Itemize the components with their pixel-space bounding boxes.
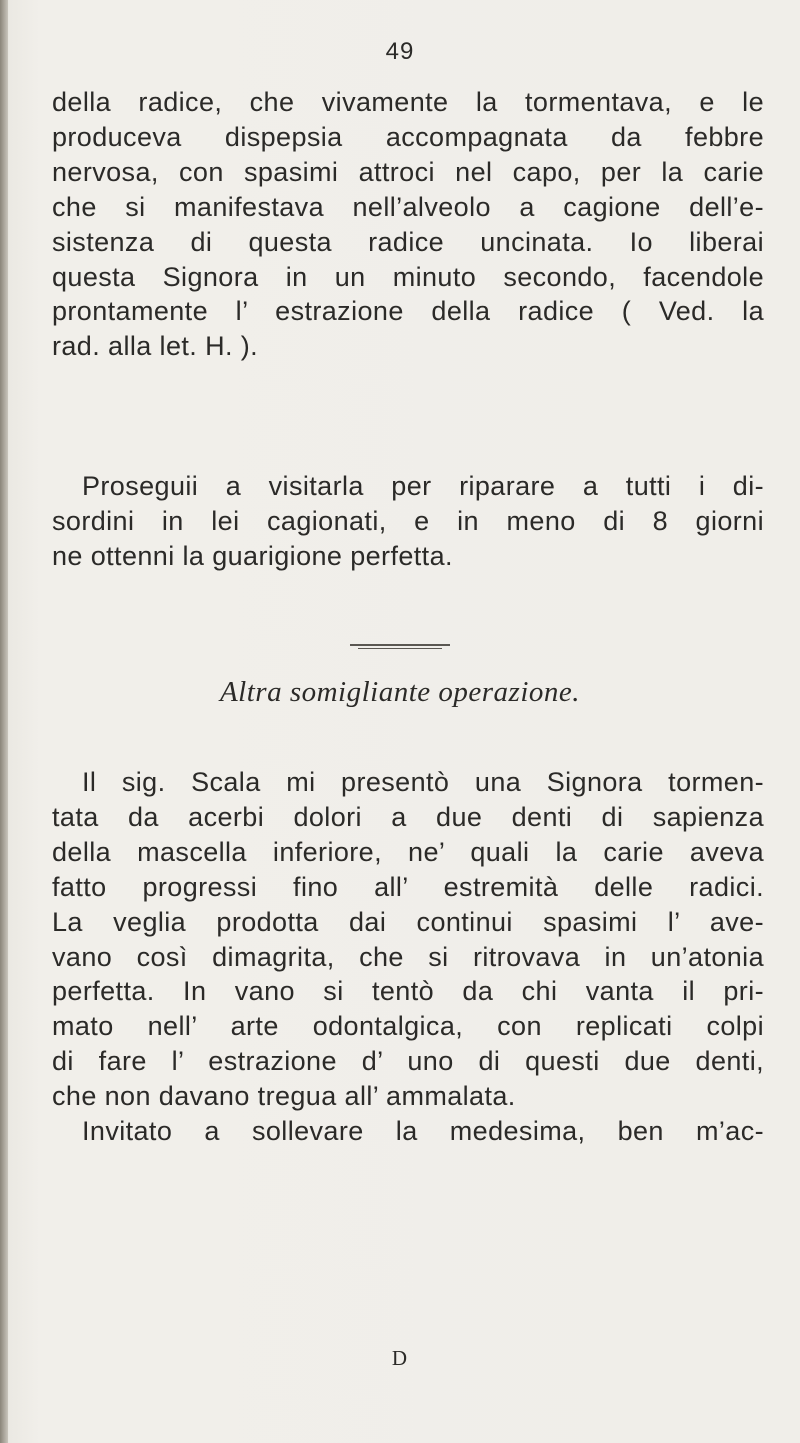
text-line: che si manifestava nell’alveolo a cagione dell’e- [52, 191, 764, 222]
signature-mark: D [391, 1346, 409, 1370]
text-line: perfetta. In vano si tentò da chi vanta il pri- [52, 976, 764, 1007]
text-line: prontamente l’ estrazione della radice ( Ved. la [52, 296, 764, 327]
text-line: fatto progressi fino all’ estremità delle radici. [52, 871, 764, 902]
paragraph-second-case [52, 765, 764, 1149]
text-line: Il sig. Scala mi presentò una Signora tormen- [82, 767, 764, 797]
text-line: che non davano tregua all’ ammalata. [52, 1081, 516, 1112]
text-line: nervosa, con spasimi attroci nel capo, per la carie [52, 156, 764, 187]
text-line: sistenza di questa radice uncinata. Io liberai [52, 226, 764, 257]
text-line: tata da acerbi dolori a due denti di sapienza [52, 801, 764, 832]
text-line: rad. alla let. H. ). [52, 331, 259, 362]
page-gutter [0, 0, 8, 1443]
text-line: Proseguii a visitarla per riparare a tutti i di- [82, 471, 764, 501]
page-number: 49 [385, 38, 415, 65]
section-divider [350, 644, 450, 650]
text-line: vano così dimagrita, che si ritrovava in un’atonia [52, 941, 764, 972]
paragraph-extraction-account [52, 85, 764, 364]
text-line: ne ottenni la guarigione perfetta. [52, 540, 453, 571]
text-line: mato nell’ arte odontalgica, con replicati colpi [52, 1011, 764, 1042]
section-title: Altra somigliante operazione. [219, 676, 581, 708]
text-line: produceva dispepsia accompagnata da febbre [52, 121, 764, 152]
text-line: della radice, che vivamente la tormentava, e le [52, 87, 764, 117]
text-line: di fare l’ estrazione d’ uno di questi due denti, [52, 1046, 764, 1077]
text-line: della mascella inferiore, ne’ quali la carie aveva [52, 836, 764, 867]
text-line: Invitato a sollevare la medesima, ben m’ac- [82, 1116, 764, 1147]
text-line: La veglia prodotta dai continui spasimi l’ ave- [52, 906, 764, 937]
text-line: sordini in lei cagionati, e in meno di 8 giorni [52, 505, 764, 536]
text-line: questa Signora in un minuto secondo, facendole [52, 261, 764, 292]
paragraph-recovery [52, 469, 764, 574]
